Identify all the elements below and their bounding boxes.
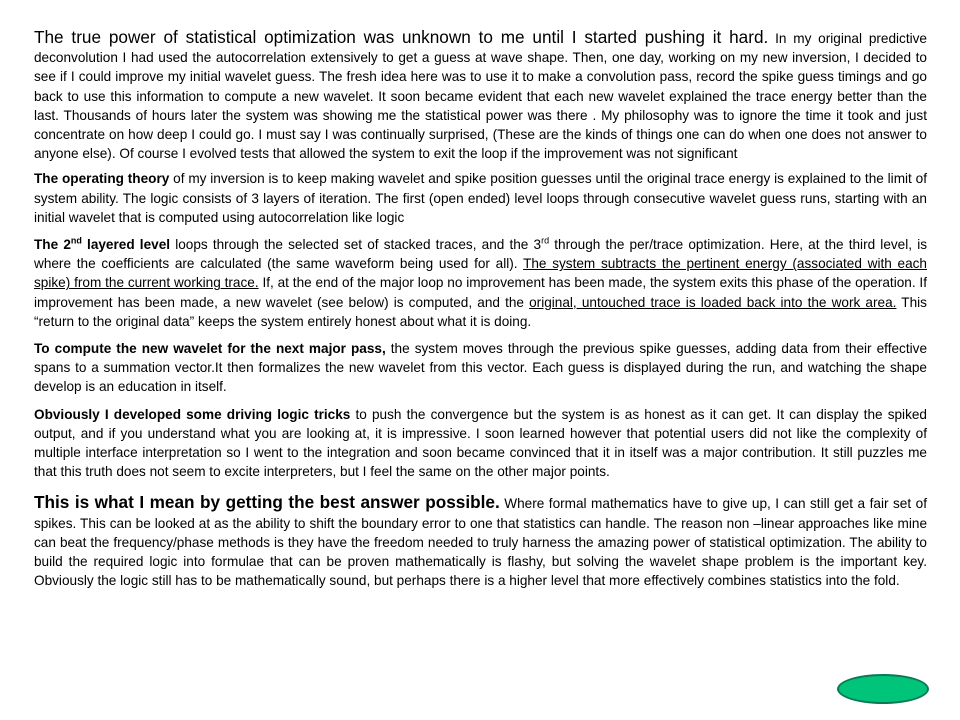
paragraph-new-wavelet — [34, 339, 927, 397]
underlined-sentence: original, untouched trace is loaded back into the work area. — [529, 294, 897, 310]
lead-text: layered level — [81, 237, 171, 253]
paragraph-lead: The true power of statistical optimization was unknown to me until I started pushing it hard. — [34, 27, 769, 47]
paragraph-operating-theory — [34, 169, 927, 227]
superscript: rd — [541, 235, 550, 246]
paragraph-body: the system moves through the previous spike guesses, adding data from their effective spans to a summation vector.It then formalizes the new wavelet from this vector. Each guess is displayed during the run, and watching the shape develop is an education in itself. — [34, 341, 928, 395]
paragraph-driving-logic — [34, 405, 927, 482]
lead-text: The 2 — [34, 237, 71, 253]
paragraph-body: Where formal mathematics have to give up, I can still get a fair set of spikes. This can be looked at as the ability to shift the boundary error to one that statistics can handle. The reason non –linear approaches like mine can beat the frequency/phase methods is they have the freedom needed to truly harness the amazing power of statistical optimization. The ability to build the required logic into formulae that can be proven mathematically is flashy, but solving the wavelet shape problem is the important key. Obviously the logic still has to be mathematically sound, but perhaps there is a higher level that more effectively combines statistics into the fold. — [34, 496, 927, 589]
next-slide-button[interactable] — [837, 674, 929, 704]
superscript: nd — [70, 235, 82, 246]
paragraph-lead: The operating theory — [34, 171, 170, 187]
paragraph-best-answer — [34, 493, 927, 590]
paragraph-body: In my original predictive deconvolution I had used the autocorrelation extensively to get a guess at wave shape. Then, one day, working on my new inversion, I decided to see if I could improve my initial wavelet guess. The fresh idea here was to use it to make a convolution pass, record the spike guess timings and go back to use this information to compute a new wavelet. It soon became evident that each new wavelet explained the trace energy better than the last. Thousands of hours later the system was showing me the statistical power was there . My philosophy was to ignore the time it took and just concentrate on how deep I could go. I must say I was continually surprised, (These are the kinds of things one can do when one does not answer to anyone else). Of course I evolved tests that allowed the system to exit the loop if the improvement was not significant — [34, 31, 927, 162]
paragraph-lead: To compute the new wavelet for the next major pass, — [34, 341, 386, 357]
paragraph-statistical-power — [34, 28, 927, 163]
paragraph-layered-level — [34, 235, 927, 331]
paragraph-lead — [34, 237, 170, 252]
paragraph-lead: This is what I mean by getting the best answer possible. — [34, 492, 500, 513]
paragraph-lead: Obviously I developed some driving logic tricks — [34, 406, 351, 422]
slide-text-body — [34, 28, 927, 598]
paragraph-body: to push the convergence but the system is as honest as it can get. It can display the spiked output, and if you understand what you are looking at, it is impressive. I soon learned however that potential users did not like the complexity of multiple interface interpretation so I went to the integration and soon became convinced that it in itself was a major contribution. It still puzzles me that this truth does not seem to excite interpreters, but I feel the same on the other major points. — [34, 406, 927, 480]
paragraph-body: This “return to the original data” keeps the system entirely honest about what it is doing. — [34, 294, 927, 329]
paragraph-body: of my inversion is to keep making wavelet and spike position guesses until the original trace energy is explained to the limit of system ability. The logic consists of 3 layers of iteration. The first (open ended) level loops through consecutive wavelet guess runs, starting with an initial wavelet that is computed using autocorrelation like logic — [34, 171, 927, 225]
paragraph-body: If, at the end of the major loop no improvement has been made, the system exits this phase of the operation. If improvement has been made, a new wavelet (see below) is computed, and the — [34, 275, 927, 310]
paragraph-body: through the per/trace optimization. Here, at the third level, is where the coefficients are calculated (the same waveform being used for all). — [34, 237, 928, 272]
paragraph-body: loops through the selected set of stacked traces, and the 3 — [170, 237, 542, 253]
underlined-sentence: The system subtracts the pertinent energy (associated with each spike) from the current working trace. — [34, 256, 927, 291]
